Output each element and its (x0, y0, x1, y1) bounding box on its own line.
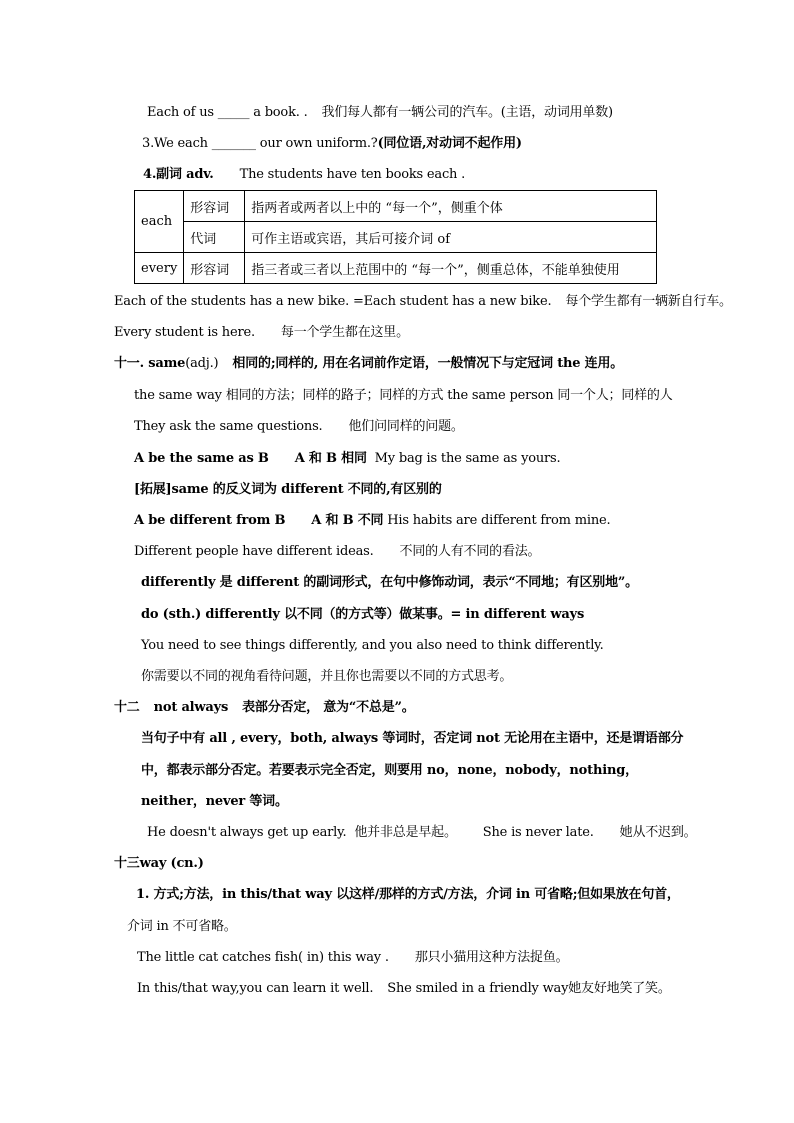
english-text: You need to see things differently, and you also need to think differently. (141, 638, 604, 653)
line-do-differently (141, 606, 584, 624)
pattern-heading: A be different from B (134, 513, 286, 528)
section-12-heading (114, 699, 415, 717)
line-same-way (134, 387, 673, 405)
english-text: Different people have different ideas. (134, 544, 374, 559)
table-pos-cell: 形容词 (184, 191, 245, 222)
chinese-text: 她从不迟到。 (619, 825, 697, 840)
line-differently-def (141, 574, 638, 592)
chinese-text: 她友好地笑了笑。 (568, 981, 671, 996)
line-not-always-examples (147, 824, 696, 842)
line-different-people (134, 543, 540, 561)
chinese-text: 每个学生都有一辆新自行车。 (565, 294, 732, 309)
table-row (135, 253, 657, 284)
explanation-text: neither，never 等词。 (141, 794, 288, 809)
adverb-heading: 4.副词 adv. (143, 167, 214, 182)
line-adverb (143, 166, 465, 184)
table-row (135, 191, 657, 222)
english-text: She smiled in a friendly way (387, 981, 569, 996)
line-partial-negation-3 (141, 793, 288, 811)
pattern-heading: A be the same as B (134, 451, 269, 466)
table-meaning-cell: 指两者或两者以上中的 “每一个”，侧重个体 (245, 191, 657, 222)
english-text: Each of the students has a new bike. =Each student has a new bike. (114, 294, 552, 309)
line-extension (134, 481, 442, 499)
extension-text: [拓展]same 的反义词为 different 不同的,有区别的 (134, 482, 442, 497)
chinese-text: 他并非总是早起。 (354, 825, 457, 840)
part-of-speech: (adj.) (185, 356, 219, 371)
example-text: The students have ten books each . (239, 167, 466, 182)
each-every-table (134, 190, 657, 284)
definition-text: do (sth.) differently 以不同（的方式等）做某事。= in different ways (141, 607, 585, 622)
line-example-zh (141, 668, 512, 686)
section-description: 相同的;同样的, 用在名词前作定语，一般情况下与定冠词 the 连用。 (232, 356, 624, 371)
line-same-questions (134, 418, 464, 436)
example-text: My bag is the same as yours. (374, 451, 561, 466)
line-cat-example (137, 949, 568, 967)
line-partial-negation-2 (141, 762, 638, 780)
chinese-text: 你需要以不同的视角看待问题，并且你也需要以不同的方式思考。 (141, 669, 513, 684)
explanation-text: 当句子中有 all , every，both, always 等词时，否定词 not 无论用在主语中，还是谓语部分 (141, 731, 684, 746)
table-word-cell: each (135, 191, 184, 253)
english-text: They ask the same questions. (134, 419, 323, 434)
table-row (135, 222, 657, 253)
english-text: She is never late. (482, 825, 594, 840)
chinese-text: 每一个学生都在这里。 (280, 325, 409, 340)
table-word-cell: every (135, 253, 184, 284)
chinese-text: 他们问同样的问题。 (348, 419, 464, 434)
definition-text: differently 是 different 的副词形式，在句中修饰动词，表示“不同地；有区别地”。 (141, 575, 638, 590)
definition-text: 1. 方式;方法，in this/that way 以这样/那样的方式/方法，介词 in 可省略;但如果放在句首， (136, 887, 680, 902)
section-title: not always (153, 700, 229, 715)
english-text: Every student is here. (114, 325, 255, 340)
chinese-note: (同位语,对动词不起作用) (377, 136, 522, 151)
table-meaning-cell: 可作主语或宾语，其后可接介词 of (245, 222, 657, 253)
section-13-heading (114, 855, 204, 873)
line-partial-negation-1 (141, 730, 683, 748)
section-description: 表部分否定， 意为“不总是”。 (242, 700, 415, 715)
chinese-text: 不同的人有不同的看法。 (399, 544, 541, 559)
chinese-text: 那只小猫用这种方法捉鱼。 (414, 950, 569, 965)
chinese-text: 我们每人都有一辆公司的汽车。(主语，动词用单数) (321, 105, 613, 120)
line-each-of-us (147, 104, 613, 122)
table-pos-cell: 代词 (184, 222, 245, 253)
line-every-student (114, 324, 409, 342)
english-text: 3.We each _______ our own uniform.? (142, 136, 378, 151)
section-number: 十二 (114, 700, 140, 715)
english-text: The little cat catches fish( in) this way . (137, 950, 389, 965)
line-different-from (134, 512, 610, 530)
definition-text: 介词 in 不可省略。 (127, 919, 237, 934)
line-way-def-cont (127, 918, 237, 936)
line-learn-example (137, 980, 671, 998)
example-text: His habits are different from mine. (387, 513, 611, 528)
table-pos-cell: 形容词 (184, 253, 245, 284)
line-same-as (134, 450, 560, 468)
pattern-description: A 和 B 相同 (294, 451, 367, 466)
line-each-of-students (114, 293, 732, 311)
phrase-text: the same way 相同的方法；同样的路子；同样的方式 the same person 同一个人；同样的人 (134, 388, 673, 403)
pattern-description: A 和 B 不同 (311, 513, 384, 528)
english-text: He doesn't always get up early. (147, 825, 347, 840)
explanation-text: 中，都表示部分否定。若要表示完全否定，则要用 no，none，nobody，nothing， (141, 763, 638, 778)
section-title: 十三way (cn.) (114, 856, 204, 871)
english-text: Each of us _____ a book. . (147, 105, 308, 120)
line-way-def (136, 886, 680, 904)
section-title: 十一. same (114, 356, 186, 371)
table-meaning-cell: 指三者或三者以上范围中的 “每一个”，侧重总体，不能单独使用 (245, 253, 657, 284)
section-11-heading (114, 355, 623, 373)
english-text: In this/that way,you can learn it well. (137, 981, 374, 996)
line-we-each (142, 135, 522, 153)
line-example-en (141, 637, 604, 655)
